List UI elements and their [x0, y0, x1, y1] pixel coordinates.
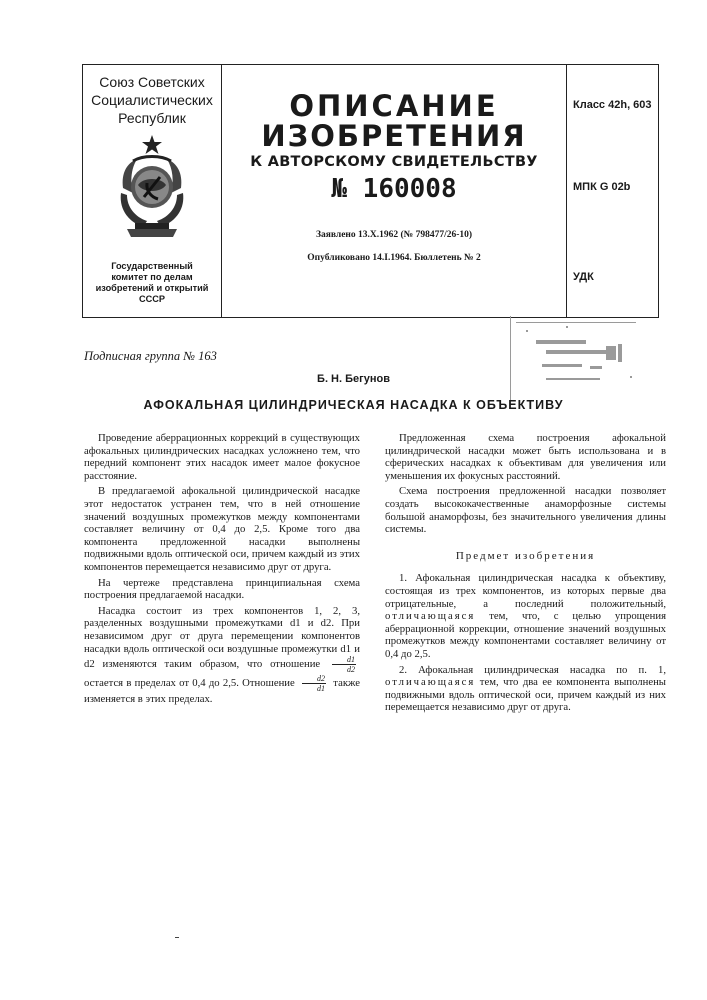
union-line: Союз Советских	[83, 73, 221, 91]
udk-class: УДК	[573, 271, 594, 283]
paragraph-with-formulas	[84, 605, 360, 706]
classification-column	[566, 65, 659, 317]
paragraph: Схема построения предложенной насадки позволяет создать высококачественные анаморфозные системы большой анаморфозы, без значительного увеличения длины системы.	[385, 485, 666, 535]
fraction-denominator: d2	[332, 665, 356, 674]
committee-line: изобретений и открытий	[85, 283, 219, 294]
fraction-denominator: d1	[302, 684, 326, 693]
patent-number: № 160008	[222, 174, 566, 204]
claim-text: тем, что, с целью упрощения аберрационной коррекции, отношение значений воздушных промежутков между компонентами составляет величину от 0,4 до 2,5.	[385, 610, 666, 660]
claim-text: 2. Афокальная цилиндрическая насадка по п. 1,	[399, 664, 666, 676]
paragraph: На чертеже представлена принципиальная схема построения предлагаемой насадки.	[84, 577, 360, 602]
paragraph: В предлагаемой афокальной цилиндрической насадке этот недостаток устранен тем, что в ней отношение значений воздушных промежутков между компонентами составляет величину от 0,4 до 2,5. Кроме того два компонента предложенной насадки выполнены подвижными вдоль оптической оси, причем каждый из этих компонентов перемещается независимо друг от друга.	[84, 485, 360, 573]
paragraph-text: также изменяется в этих пределах.	[84, 677, 360, 705]
left-text-column	[84, 432, 360, 709]
committee-name	[85, 261, 219, 305]
claims-heading: Предмет изобретения	[385, 550, 666, 563]
claim-1	[385, 572, 666, 660]
author-name: Б. Н. Бегунов	[0, 373, 707, 385]
paragraph: Проведение аберрационных коррекций в существующих афокальных цилиндрических насадках усложнено тем, что передний компонент этих насадок имеет малое фокусное расстояние.	[84, 432, 360, 482]
fraction-numerator: d1	[332, 655, 356, 665]
document-title: ОПИСАНИЕ	[222, 91, 566, 121]
document-title-line2: ИЗОБРЕТЕНИЯ	[222, 121, 566, 151]
right-text-column	[385, 432, 666, 717]
committee-line: СССР	[85, 294, 219, 305]
claim-keyword: отличающаяся	[385, 676, 475, 688]
title-column	[222, 65, 566, 317]
patent-class: Класс 42h, 603	[573, 99, 652, 111]
invention-title: АФОКАЛЬНАЯ ЦИЛИНДРИЧЕСКАЯ НАСАДКА К ОБЪЕКТИВУ	[0, 398, 707, 412]
paragraph-text: остается в пределах от 0,4 до 2,5. Отношение	[84, 677, 295, 689]
paragraph-text: Насадка состоит из трех компонентов 1, 2, 3, разделенных воздушными промежутками d1 и d2. При независимом друг от друга перемещении компонентов насадки вдоль оптической оси воздушные промежутки d1 и d2 изменяются таким образом, что отношение	[84, 605, 360, 670]
paragraph: Предложенная схема построения афокальной цилиндрической насадки может быть использована и в сферических насадках к объективам для увеличения или уменьшения их фокусных расстояний.	[385, 432, 666, 482]
committee-line: комитет по делам	[85, 272, 219, 283]
subscription-group: Подписная группа № 163	[84, 349, 217, 364]
publication-info: Опубликовано 14.I.1964. Бюллетень № 2	[222, 253, 566, 263]
library-stamp-icon	[506, 316, 644, 400]
union-line: Республик	[83, 109, 221, 127]
ratio-d1-d2	[332, 655, 356, 674]
committee-line: Государственный	[85, 261, 219, 272]
claim-text: 1. Афокальная цилиндрическая насадка к объективу, состоящая из трех компонентов, из которых первые два отрицательные, а последний положительный,	[385, 572, 666, 609]
mpk-class: МПК G 02b	[573, 181, 630, 193]
union-name	[83, 73, 221, 127]
claim-keyword: отличающаяся	[385, 610, 475, 622]
scan-mark	[175, 937, 179, 938]
ussr-emblem-icon	[113, 133, 191, 243]
union-line: Социалистических	[83, 91, 221, 109]
claim-2	[385, 664, 666, 714]
fraction-numerator: d2	[302, 674, 326, 684]
patent-header	[82, 64, 659, 318]
issuer-column	[83, 65, 222, 317]
document-subtitle: К АВТОРСКОМУ СВИДЕТЕЛЬСТВУ	[222, 154, 566, 170]
filing-info: Заявлено 13.X.1962 (№ 798477/26-10)	[222, 230, 566, 240]
ratio-d2-d1	[302, 674, 326, 693]
claim-text: тем, что два ее компонента выполнены подвижными вдоль оптической оси, причем каждый из них перемещается независимо друг от друга.	[385, 676, 666, 713]
